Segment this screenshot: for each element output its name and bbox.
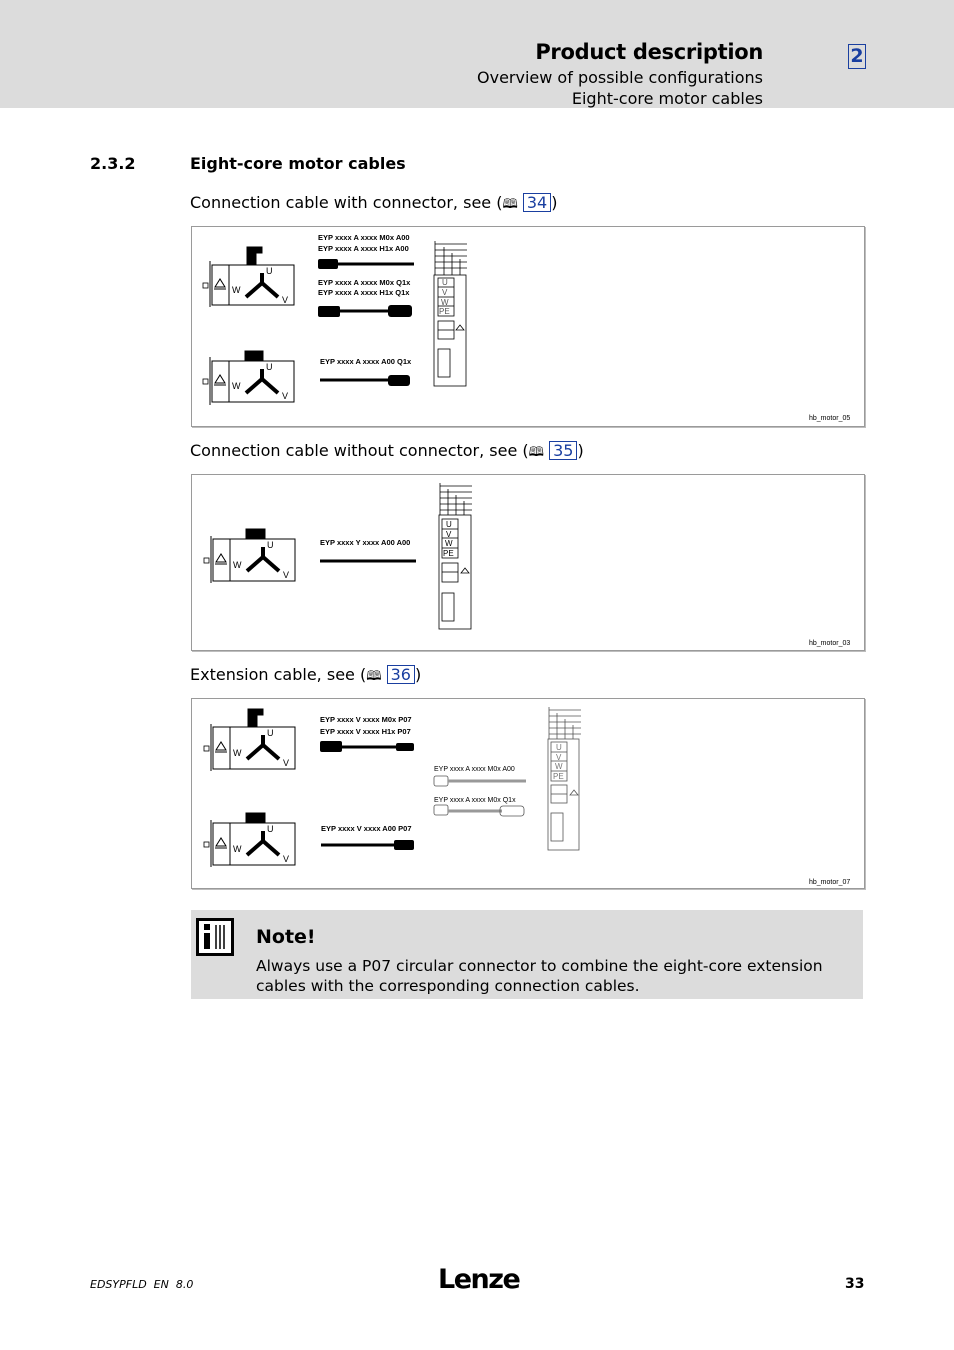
cable-label: EYP xxxx A xxxx M0x Q1x xyxy=(434,797,516,804)
header-band xyxy=(0,0,954,108)
terminal-v: V xyxy=(442,288,448,297)
motor-v-label: V xyxy=(283,854,290,864)
motor-v-label: V xyxy=(282,295,289,305)
cable-label: EYP xxxx Y xxxx A00 A00 xyxy=(320,538,411,547)
terminal-u: U xyxy=(446,520,452,529)
cable-label: EYP xxxx V xxxx M0x P07 xyxy=(320,715,412,724)
terminal-u: U xyxy=(442,278,448,287)
terminal-w: W xyxy=(445,539,453,548)
cable-label: EYP xxxx A xxxx M0x A00 xyxy=(434,766,515,773)
motor-w-label: W xyxy=(233,560,242,570)
note-title: Note! xyxy=(256,926,316,948)
page-reference-link[interactable]: 35 xyxy=(549,441,577,460)
motor-u-label: U xyxy=(267,540,274,550)
caption-text: Extension cable, see ( xyxy=(190,665,367,684)
terminal-pe: PE xyxy=(443,549,454,558)
book-icon: 🕮 xyxy=(528,445,544,460)
motor-u-label: U xyxy=(266,266,273,276)
cable-label: EYP xxxx A xxxx M0x A00 xyxy=(318,233,410,242)
cable-label: EYP xxxx A xxxx H1x A00 xyxy=(318,244,409,253)
terminal-v: V xyxy=(446,530,452,539)
cable xyxy=(320,741,414,752)
cable xyxy=(321,840,414,850)
cable xyxy=(318,259,414,269)
motor-v-label: V xyxy=(283,758,290,768)
cable-label: EYP xxxx A xxxx M0x Q1x xyxy=(318,278,411,287)
book-icon: 🕮 xyxy=(502,197,518,212)
motor-w-label: W xyxy=(233,748,242,758)
cable xyxy=(434,805,524,816)
chapter-number[interactable]: 2 xyxy=(848,44,866,69)
figure-id: hb_motor_03 xyxy=(809,640,851,647)
motor-v-label: V xyxy=(283,570,290,580)
book-icon: 🕮 xyxy=(366,669,382,684)
figure-extension-cable xyxy=(191,698,865,889)
motor-v-label: V xyxy=(282,391,289,401)
motor-icon xyxy=(203,351,294,405)
terminal-w: W xyxy=(441,298,449,307)
motor-icon xyxy=(204,813,295,867)
cable xyxy=(318,305,412,317)
terminal-u: U xyxy=(556,743,562,752)
figure-id: hb_motor_07 xyxy=(809,879,851,886)
caption-extension xyxy=(190,665,421,689)
motor-w-label: W xyxy=(232,381,241,391)
caption-text: Connection cable with connector, see ( xyxy=(190,193,503,212)
info-icon xyxy=(196,918,234,960)
page-title: Product description xyxy=(535,40,763,64)
terminal-pe: PE xyxy=(439,307,450,316)
caption-close: ) xyxy=(551,193,558,212)
caption-close: ) xyxy=(577,441,584,460)
cable-label: EYP xxxx V xxxx A00 P07 xyxy=(321,824,412,833)
motor-w-label: W xyxy=(232,285,241,295)
lenze-logo: Lenze xyxy=(438,1264,520,1295)
terminal-w: W xyxy=(555,762,563,771)
section-number: 2.3.2 xyxy=(90,154,136,173)
figure-id: hb_motor_05 xyxy=(809,415,851,422)
cable-label: EYP xxxx V xxxx H1x P07 xyxy=(320,727,411,736)
cable-label: EYP xxxx A xxxx H1x Q1x xyxy=(318,288,410,297)
motor-icon xyxy=(204,709,295,771)
cable xyxy=(434,776,526,786)
motor-icon xyxy=(203,247,294,307)
figure-connection-cable-without-connector xyxy=(191,474,865,651)
motor-u-label: U xyxy=(267,728,274,738)
page-subtitle: Overview of possible configurations xyxy=(477,68,763,87)
page-number: 33 xyxy=(845,1276,865,1292)
caption-text: Connection cable without connector, see ( xyxy=(190,441,529,460)
motor-u-label: U xyxy=(267,824,274,834)
cable-label: EYP xxxx A xxxx A00 Q1x xyxy=(320,357,412,366)
motor-u-label: U xyxy=(266,362,273,372)
caption-with-connector xyxy=(190,193,557,217)
motor-w-label: W xyxy=(233,844,242,854)
document-id: EDSYPFLD EN 8.0 xyxy=(90,1278,194,1291)
terminal-pe: PE xyxy=(553,772,564,781)
motor-icon xyxy=(204,529,295,583)
caption-close: ) xyxy=(414,665,422,684)
figure-connection-cable-with-connector xyxy=(191,226,865,427)
cable xyxy=(320,375,410,386)
terminal-v: V xyxy=(556,753,562,762)
page-reference-link[interactable]: 36 xyxy=(387,665,415,684)
note-text: Always use a P07 circular connector to combine the eight-core extension cables with the corresponding connection cables. xyxy=(256,957,823,995)
page-subtitle-2: Eight-core motor cables xyxy=(571,89,763,108)
section-title: Eight-core motor cables xyxy=(190,154,406,173)
page-reference-link[interactable]: 34 xyxy=(523,193,551,212)
caption-without-connector xyxy=(190,441,584,465)
